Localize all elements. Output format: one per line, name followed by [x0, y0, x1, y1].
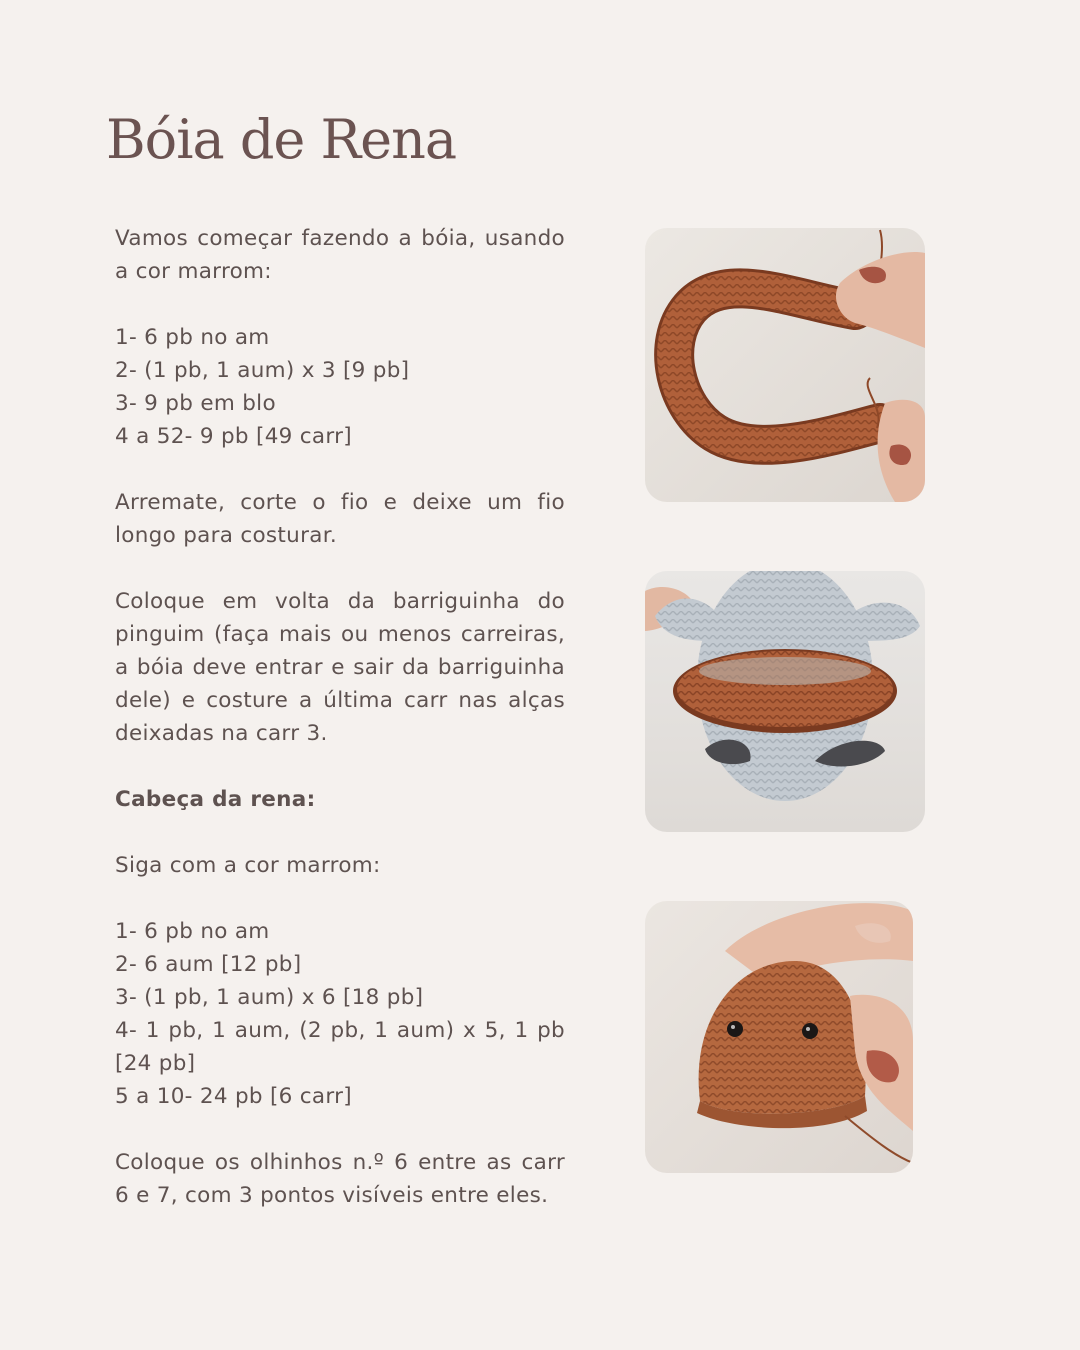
intro-paragraph: Vamos começar fazendo a bóia, usando a cor marrom:: [115, 226, 565, 284]
boia-step-4: 4 a 52- 9 pb [49 carr]: [115, 424, 352, 449]
boia-step-2: 2- (1 pb, 1 aum) x 3 [9 pb]: [115, 358, 410, 383]
cabeca-step-3: 3- (1 pb, 1 aum) x 6 [18 pb]: [115, 985, 424, 1010]
boia-step-1: 1- 6 pb no am: [115, 325, 270, 350]
photo-penguin-float: [645, 571, 925, 832]
cabeca-heading: Cabeça da rena:: [115, 787, 316, 812]
pattern-text: [115, 222, 565, 1212]
page-title: Bóia de Rena: [106, 108, 457, 171]
photo-crochet-tube: [645, 228, 925, 502]
boia-step-3: 3- 9 pb em blo: [115, 391, 276, 416]
cabeca-step-5: 5 a 10- 24 pb [6 carr]: [115, 1084, 352, 1109]
arremate-paragraph: Arremate, corte o fio e deixe um fio longo para costurar.: [115, 490, 565, 548]
cabeca-step-2: 2- 6 aum [12 pb]: [115, 952, 302, 977]
siga-paragraph: Siga com a cor marrom:: [115, 853, 381, 878]
photo-reindeer-head: [645, 901, 913, 1173]
olhinhos-paragraph: Coloque os olhinhos n.º 6 entre as carr 6 e 7, com 3 pontos visíveis entre eles.: [115, 1150, 565, 1208]
cabeca-step-1: 1- 6 pb no am: [115, 919, 270, 944]
coloque-paragraph: Coloque em volta da barriguinha do pinguim (faça mais ou menos carreiras, a bóia deve entrar e sair da barriguinha dele) e costure a última carr nas alças deixadas na carr 3.: [115, 589, 565, 746]
cabeca-step-4: 4- 1 pb, 1 aum, (2 pb, 1 aum) x 5, 1 pb [24 pb]: [115, 1018, 565, 1076]
